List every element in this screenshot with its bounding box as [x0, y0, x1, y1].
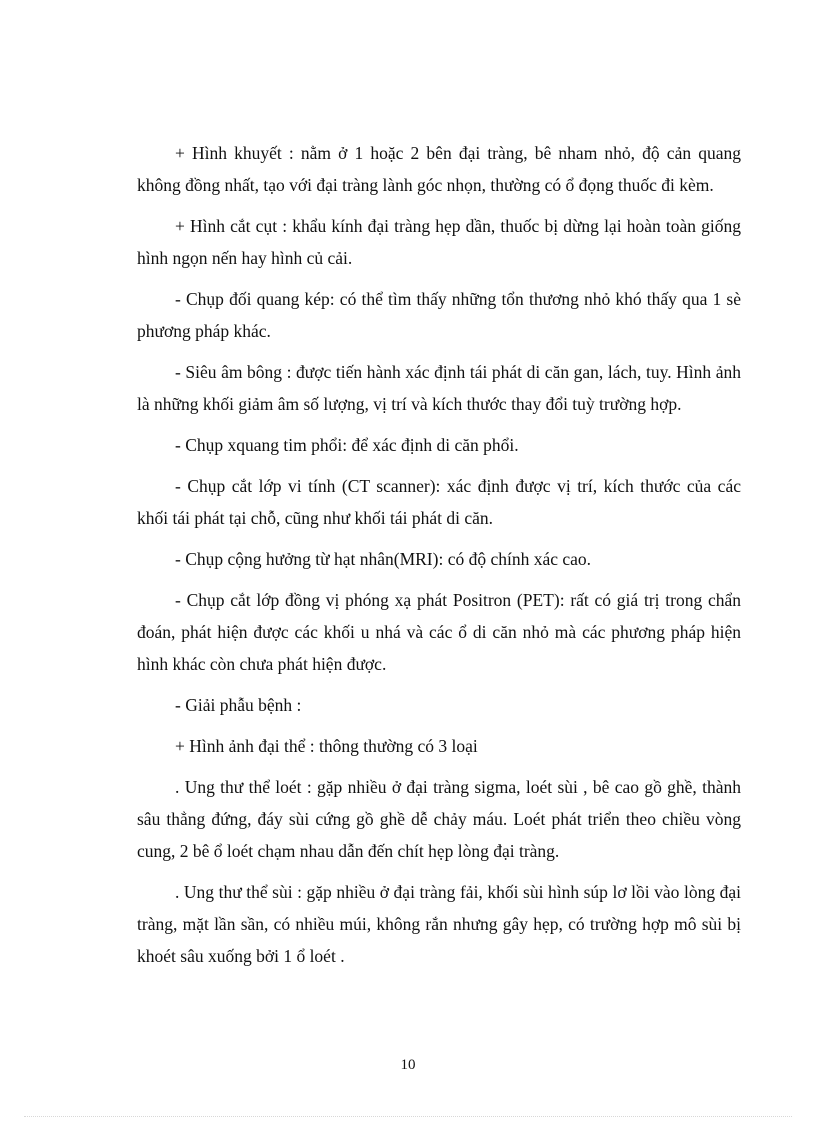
paragraph-double-contrast: - Chụp đối quang kép: có thể tìm thấy những tổn thương nhỏ khó thấy qua 1 sè phương pháp khác.	[137, 289, 741, 341]
paragraph-mri: - Chụp cộng hưởng từ hạt nhân(MRI): có độ chính xác cao.	[175, 549, 592, 569]
paragraph-polypoid-type: . Ung thư thể sùi : gặp nhiều ở đại tràng fải, khối sùi hình súp lơ lồi vào lòng đại tràng, mặt lần sần, có nhiều múi, không rắn nhưng gây hẹp, có trường hợp mô sùi bị khoét sâu xuống bởi 1 ổ loét .	[137, 882, 741, 966]
paragraph-pathology-heading: - Giải phẫu bệnh :	[175, 695, 302, 715]
paragraph-ct-scanner: - Chụp cắt lớp vi tính (CT scanner): xác định được vị trí, kích thước của các khối tái phát tại chỗ, cũng như khối tái phát di căn.	[137, 476, 741, 528]
paragraph-ulcerative-type: . Ung thư thể loét : gặp nhiều ở đại tràng sigma, loét sùi , bê cao gồ ghề, thành sâu thẳng đứng, đáy sùi cứng gồ ghề dễ chảy máu. Loét phát triển theo chiều vòng cung, 2 bê ổ loét chạm nhau dẫn đến chít hẹp lòng đại tràng.	[137, 777, 741, 861]
paragraph-gross-appearance: + Hình ảnh đại thể : thông thường có 3 loại	[175, 736, 478, 756]
paragraph-chest-xray: - Chụp xquang tim phổi: để xác định di căn phổi.	[175, 435, 519, 455]
paragraph-filling-defect: + Hình khuyết : nằm ở 1 hoặc 2 bên đại tràng, bê nham nhỏ, độ cản quang không đồng nhất, tạo với đại tràng lành góc nhọn, thường có ổ đọng thuốc đi kèm.	[137, 143, 741, 195]
paragraph-ultrasound: - Siêu âm bông : được tiến hành xác định tái phát di căn gan, lách, tuy. Hình ảnh là những khối giảm âm số lượng, vị trí và kích thước thay đổi tuỳ trường hợp.	[137, 362, 741, 414]
paragraph-pet: - Chụp cắt lớp đồng vị phóng xạ phát Positron (PET): rất có giá trị trong chẩn đoán, phát hiện được các khối u nhá và các ổ di căn nhỏ mà các phương pháp hiện hình khác còn chưa phát hiện được.	[137, 590, 741, 674]
footer-divider	[24, 1116, 792, 1117]
body-text	[137, 137, 741, 981]
paragraph-cutoff-sign: + Hình cắt cụt : khẩu kính đại tràng hẹp dần, thuốc bị dừng lại hoàn toàn giống hình ngọn nến hay hình củ cải.	[137, 216, 741, 268]
page-number: 10	[400, 1057, 416, 1073]
